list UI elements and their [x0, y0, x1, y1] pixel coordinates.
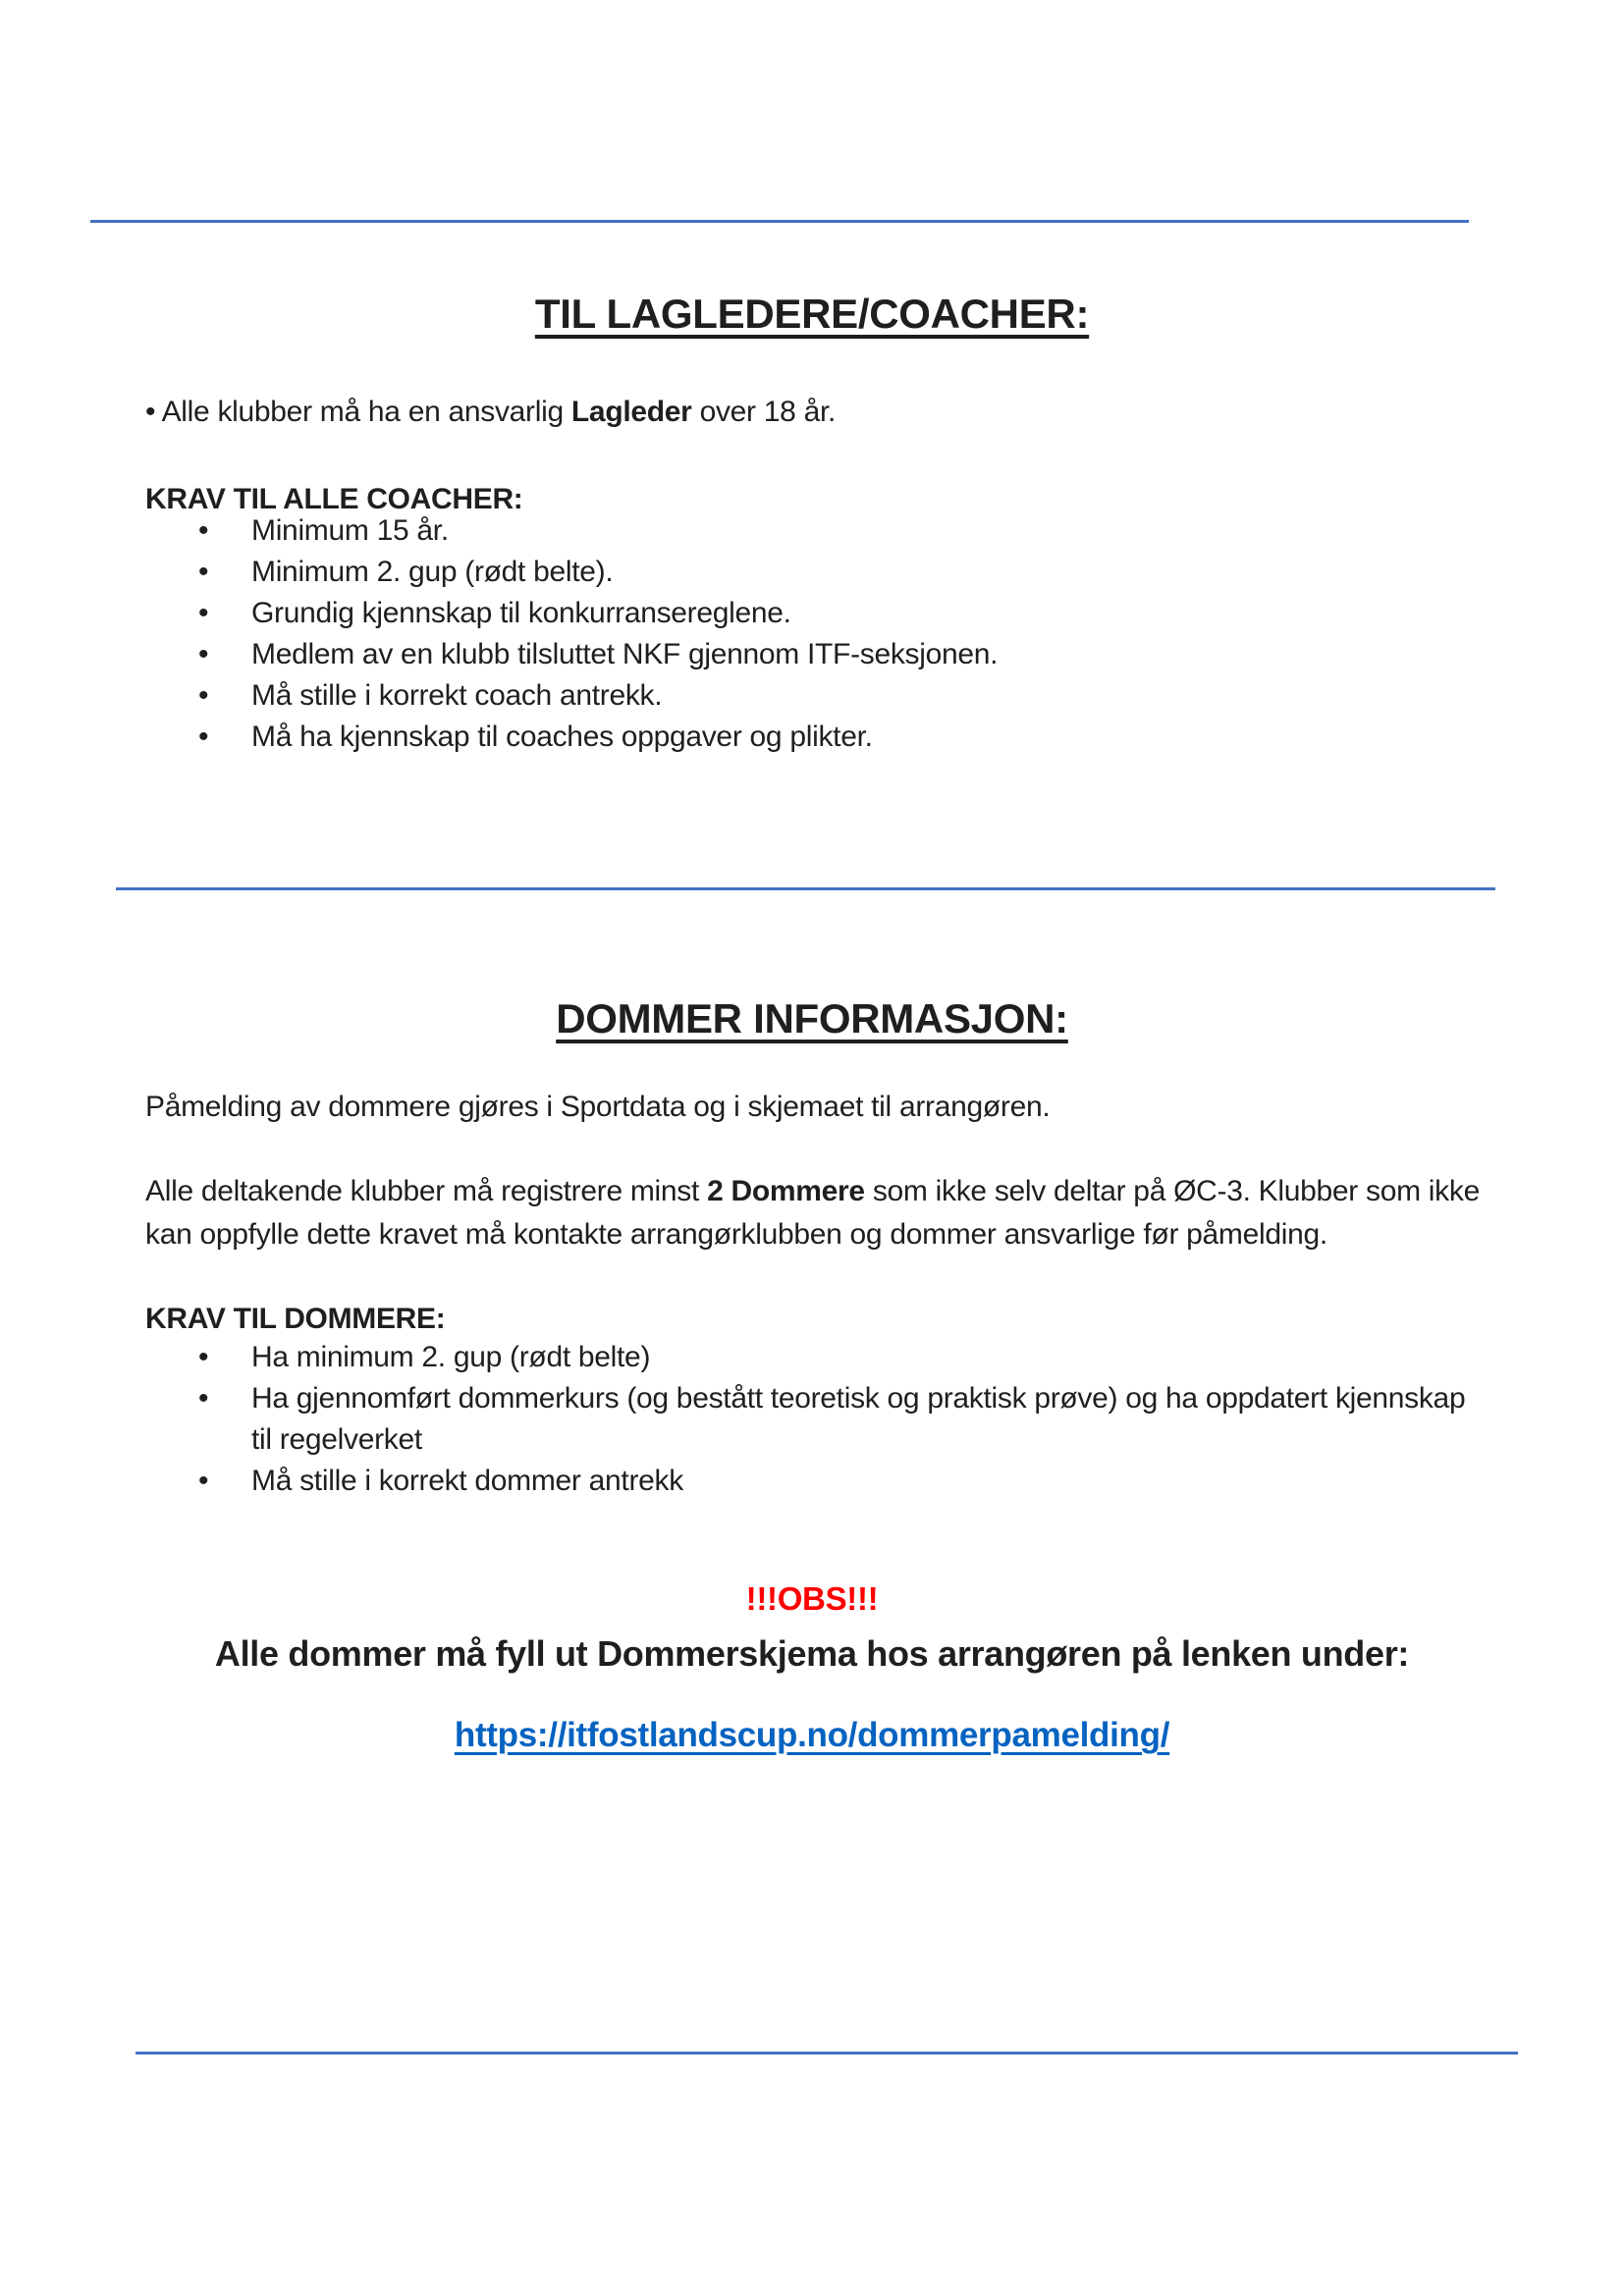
list-item: • Ha gjennomført dommerkurs (og bestått teoretisk og praktisk prøve) og ha oppdatert kjennskap til regelverket [145, 1378, 1483, 1461]
divider-line-middle [116, 887, 1495, 890]
coach-requirements-list [145, 510, 1483, 758]
divider-line-top [90, 220, 1469, 223]
intro-text-post: over 18 år. [691, 396, 837, 428]
intro-bullet-marker: • [145, 396, 162, 428]
list-item: • Må stille i korrekt coach antrekk. [145, 675, 1483, 717]
intro-text-bold: Lagleder [570, 396, 692, 428]
registration-text-post: som ikke selv deltar på ØC-3. Klubber som ikke kan oppfylle dette kravet må kontakte arrangørklubben og dommer ansvarlige før påmelding. [145, 1175, 1480, 1251]
list-item: • Minimum 15 år. [145, 510, 1483, 552]
obs-instruction: Alle dommer må fyll ut Dommerskjema hos arrangøren på lenken under: [214, 1633, 1410, 1674]
coach-requirements-heading: KRAV TIL ALLE COACHER: [145, 483, 523, 515]
registration-text-pre: Alle deltakende klubber må registrere minst [145, 1175, 708, 1207]
section-title-lagledere-coacher: TIL LAGLEDERE/COACHER: [534, 291, 1090, 337]
list-item: • Ha minimum 2. gup (rødt belte) [145, 1337, 1483, 1378]
judge-requirements-heading: KRAV TIL DOMMERE: [145, 1303, 446, 1335]
obs-alert: !!!OBS!!! [745, 1580, 879, 1617]
intro-text-pre: Alle klubber må ha en ansvarlig [161, 396, 571, 428]
list-item: • Minimum 2. gup (rødt belte). [145, 552, 1483, 593]
registration-paragraph [145, 1170, 1483, 1256]
intro-paragraph [145, 391, 1483, 434]
list-item: • Medlem av en klubb tilsluttet NKF gjennom ITF-seksjonen. [145, 634, 1483, 675]
divider-line-bottom [135, 2052, 1518, 2055]
list-item: • Må ha kjennskap til coaches oppgaver og plikter. [145, 717, 1483, 758]
list-item: • Må stille i korrekt dommer antrekk [145, 1461, 1483, 1502]
section-title-dommer-informasjon: DOMMER INFORMASJON: [556, 995, 1068, 1041]
registration-text-bold: 2 Dommere [707, 1175, 865, 1207]
list-item: • Grundig kjennskap til konkurransereglene. [145, 593, 1483, 634]
dommer-registration-link[interactable]: https://itfostlandscup.no/dommerpamelding/ [454, 1716, 1170, 1754]
link-line [0, 1716, 1624, 1755]
judge-requirements-list [145, 1337, 1483, 1502]
pamelding-paragraph: Påmelding av dommere gjøres i Sportdata og i skjemaet til arrangøren. [145, 1091, 1051, 1123]
